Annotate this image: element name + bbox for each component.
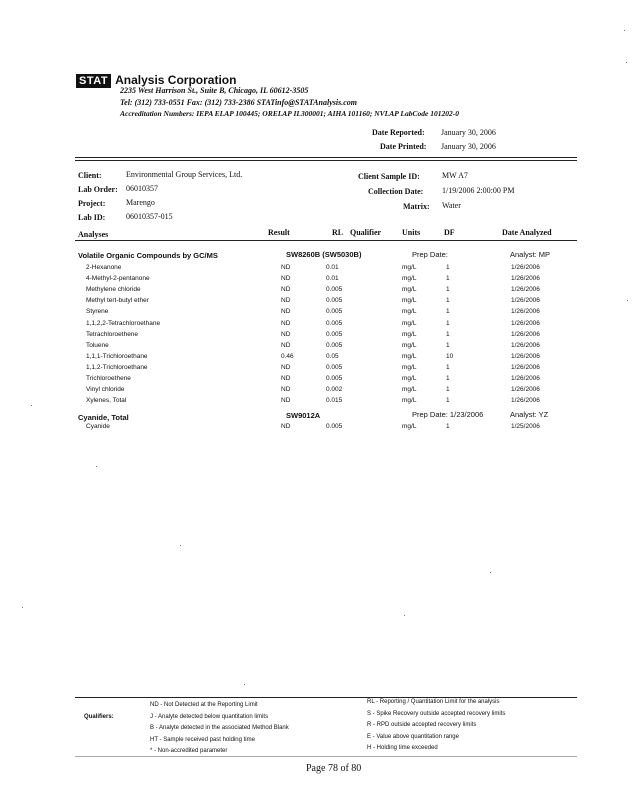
qualifier-item: E - Value above quantitation range (367, 733, 459, 740)
analyte-rl: 0.015 (326, 397, 343, 405)
page-number: Page 78 of 80 (306, 763, 362, 774)
stat-logo: STAT (76, 74, 111, 88)
analyte-rl: 0.005 (326, 308, 343, 316)
qualifier-item: R - RPD outside accepted recovery limits (367, 722, 477, 728)
date-reported-value: January 30, 2006 (441, 128, 496, 137)
scan-speck (22, 607, 23, 608)
qualifier-item: B - Analyte detected in the associated Method Blank (150, 725, 289, 731)
divider (75, 697, 577, 698)
analyte-date: 1/26/2006 (511, 352, 540, 360)
analyte-units: mg/L (402, 363, 417, 371)
divider (75, 157, 577, 158)
analyte-df: 1 (446, 286, 450, 294)
project-label: Project: (78, 199, 106, 208)
analyte-date: 1/25/2006 (511, 423, 540, 430)
qualifier-item: H - Holding time exceeded (367, 745, 438, 751)
scan-speck (627, 300, 628, 301)
divider (75, 756, 577, 757)
scan-speck (244, 684, 245, 685)
analyte-result: ND (281, 264, 291, 271)
col-qualifier: Qualifier (350, 228, 382, 237)
analyte-result: ND (281, 423, 291, 430)
analyte-df: 1 (446, 375, 450, 382)
analyte-rl: 0.05 (326, 352, 339, 360)
analyte-units: mg/L (402, 375, 417, 382)
divider (75, 240, 577, 241)
collection-label: Collection Date: (368, 187, 424, 196)
qualifier-item: J - Analyte detected below quantitation limits (150, 713, 269, 720)
analyte-df: 1 (446, 341, 450, 349)
analyte-df: 1 (446, 275, 450, 283)
scan-speck (180, 545, 181, 546)
cyanide-prep: Prep Date: 1/23/2006 (412, 410, 484, 419)
qualifier-item: * - Non-accredited parameter (150, 748, 228, 754)
analyte-df: 1 (446, 308, 450, 316)
analyte-df: 1 (446, 319, 450, 327)
analyte-date: 1/26/2006 (511, 330, 540, 338)
analyte-result: ND (281, 363, 291, 371)
analyte-result: ND (281, 386, 291, 394)
analyte-result: ND (281, 308, 291, 316)
company-address: 2235 West Harrison St., Suite B, Chicago, IL 60612-3505 (120, 86, 309, 95)
analyte-date: 1/26/2006 (511, 264, 540, 271)
analyte-df: 1 (446, 363, 450, 371)
qualifier-item: RL - Reporting / Quantitation Limit for the analysis (367, 699, 500, 705)
analyte-name: Xylenes, Total (86, 397, 127, 405)
lab-id-label: Lab ID: (78, 213, 106, 222)
analyte-rl: 0.005 (326, 423, 343, 430)
analyte-rl: 0.005 (326, 330, 343, 338)
analyte-result: ND (281, 297, 291, 305)
divider (75, 160, 577, 161)
col-units: Units (402, 228, 421, 237)
analyte-result: ND (281, 375, 291, 382)
date-printed-label: Date Printed: (380, 142, 427, 151)
analyte-units: mg/L (402, 297, 417, 305)
analyte-df: 1 (446, 264, 450, 271)
analyte-rl: 0.005 (326, 363, 343, 371)
qualifier-item: HT - Sample received past holding time (150, 736, 255, 743)
analyte-name: 2-Hexanone (86, 264, 122, 271)
analyte-date: 1/26/2006 (511, 286, 540, 294)
analyte-name: Tetrachloroethene (86, 330, 139, 338)
analyte-units: mg/L (402, 275, 417, 283)
analyte-units: mg/L (402, 330, 417, 338)
analyte-df: 1 (446, 330, 450, 338)
analyte-df: 10 (446, 352, 454, 360)
analyte-date: 1/26/2006 (511, 375, 540, 382)
analyte-name: Methylene chloride (86, 286, 141, 294)
col-analyses: Analyses (78, 230, 109, 239)
qualifier-item: ND - Not Detected at the Reporting Limit (150, 702, 258, 708)
analyte-name: Methyl tert-butyl ether (86, 297, 149, 305)
scan-speck (404, 615, 405, 616)
company-accreditation: Accreditation Numbers: IEPA ELAP 100445; ORELAP IL300001; AIHA 101160; NVLAP LabCode 101202-0 (120, 109, 459, 118)
analyte-name: Toluene (86, 341, 109, 349)
analyte-units: mg/L (402, 352, 417, 360)
matrix-label: Matrix: (403, 202, 430, 211)
voc-title: Volatile Organic Compounds by GC/MS (78, 251, 218, 260)
analyte-name: Trichloroethene (86, 375, 131, 382)
analyte-result: ND (281, 330, 291, 338)
scan-speck (626, 62, 627, 63)
date-printed-value: January 30, 2006 (441, 142, 496, 151)
analyte-rl: 0.01 (326, 275, 339, 283)
client-value: Environmental Group Services, Ltd. (126, 170, 243, 179)
analyte-rl: 0.01 (326, 264, 339, 271)
analyte-name: Cyanide (86, 423, 110, 430)
analyte-rl: 0.005 (326, 375, 343, 382)
analyte-date: 1/26/2006 (511, 386, 540, 394)
scan-speck (96, 466, 97, 467)
col-df: DF (444, 228, 455, 237)
col-date-analyzed: Date Analyzed (502, 228, 552, 237)
analyte-units: mg/L (402, 264, 417, 271)
col-result: Result (268, 228, 290, 237)
qualifiers-label: Qualifiers: (84, 714, 114, 720)
cyanide-method: SW9012A (286, 411, 321, 420)
analyte-units: mg/L (402, 397, 417, 405)
analyte-date: 1/26/2006 (511, 341, 540, 349)
scan-speck (490, 572, 491, 573)
analyte-units: mg/L (402, 386, 417, 394)
lab-order-value: 06010357 (126, 184, 158, 193)
analyte-date: 1/26/2006 (511, 297, 540, 305)
sample-id-label: Client Sample ID: (358, 172, 420, 181)
analyte-date: 1/26/2006 (511, 319, 540, 327)
sample-id-value: MW A7 (442, 171, 468, 180)
analyte-units: mg/L (402, 319, 417, 327)
analyte-rl: 0.005 (326, 319, 343, 327)
cyanide-analyst: Analyst: YZ (510, 410, 549, 419)
analyte-df: 1 (446, 297, 450, 305)
analyte-date: 1/26/2006 (511, 308, 540, 316)
analyte-date: 1/26/2006 (511, 275, 540, 283)
analyte-result: ND (281, 341, 291, 349)
analyte-result: ND (281, 319, 291, 327)
analyte-units: mg/L (402, 423, 417, 430)
analyte-rl: 0.005 (326, 341, 343, 349)
company-contact: Tel: (312) 733-0551 Fax: (312) 733-2386 STATinfo@STATAnalysis.com (120, 98, 357, 107)
collection-value: 1/19/2006 2:00:00 PM (442, 186, 515, 195)
analyte-rl: 0.005 (326, 297, 343, 305)
project-value: Marengo (126, 198, 155, 207)
analyte-units: mg/L (402, 308, 417, 316)
analyte-result: ND (281, 286, 291, 294)
analyte-name: 1,1,1-Trichloroethane (86, 352, 148, 360)
lab-id-value: 06010357-015 (126, 212, 173, 221)
analyte-result: ND (281, 275, 291, 283)
analyte-name: Styrene (86, 308, 109, 316)
analyte-units: mg/L (402, 341, 417, 349)
analyte-df: 1 (446, 397, 450, 405)
col-rl: RL (332, 228, 344, 237)
analyte-name: Vinyl chloride (86, 386, 125, 394)
client-label: Client: (78, 171, 102, 180)
analyte-df: 1 (446, 386, 450, 394)
analyte-result: 0.46 (281, 352, 294, 360)
analyte-rl: 0.005 (326, 286, 343, 294)
scan-speck (31, 405, 32, 406)
matrix-value: Water (442, 201, 461, 210)
voc-analyst: Analyst: MP (510, 250, 551, 259)
analyte-name: 1,1,2,2-Tetrachloroethane (86, 319, 161, 327)
cyanide-title: Cyanide, Total (78, 413, 129, 422)
analyte-name: 4-Methyl-2-pentanone (86, 275, 150, 283)
date-reported-label: Date Reported: (372, 128, 425, 137)
scan-speck (624, 30, 625, 31)
company-name: Analysis Corporation (115, 73, 237, 87)
analyte-date: 1/26/2006 (511, 397, 540, 405)
lab-order-label: Lab Order: (78, 185, 118, 194)
analyte-name: 1,1,2-Trichloroethane (86, 363, 148, 371)
analyte-date: 1/26/2006 (511, 363, 540, 371)
analyte-df: 1 (446, 423, 450, 430)
analyte-units: mg/L (402, 286, 417, 294)
qualifier-item: S - Spike Recovery outside accepted recovery limits (367, 710, 506, 717)
voc-prep: Prep Date: (412, 250, 448, 259)
analyte-result: ND (281, 397, 291, 405)
analyte-rl: 0.002 (326, 386, 343, 394)
voc-method: SW8260B (SW5030B) (286, 250, 362, 259)
